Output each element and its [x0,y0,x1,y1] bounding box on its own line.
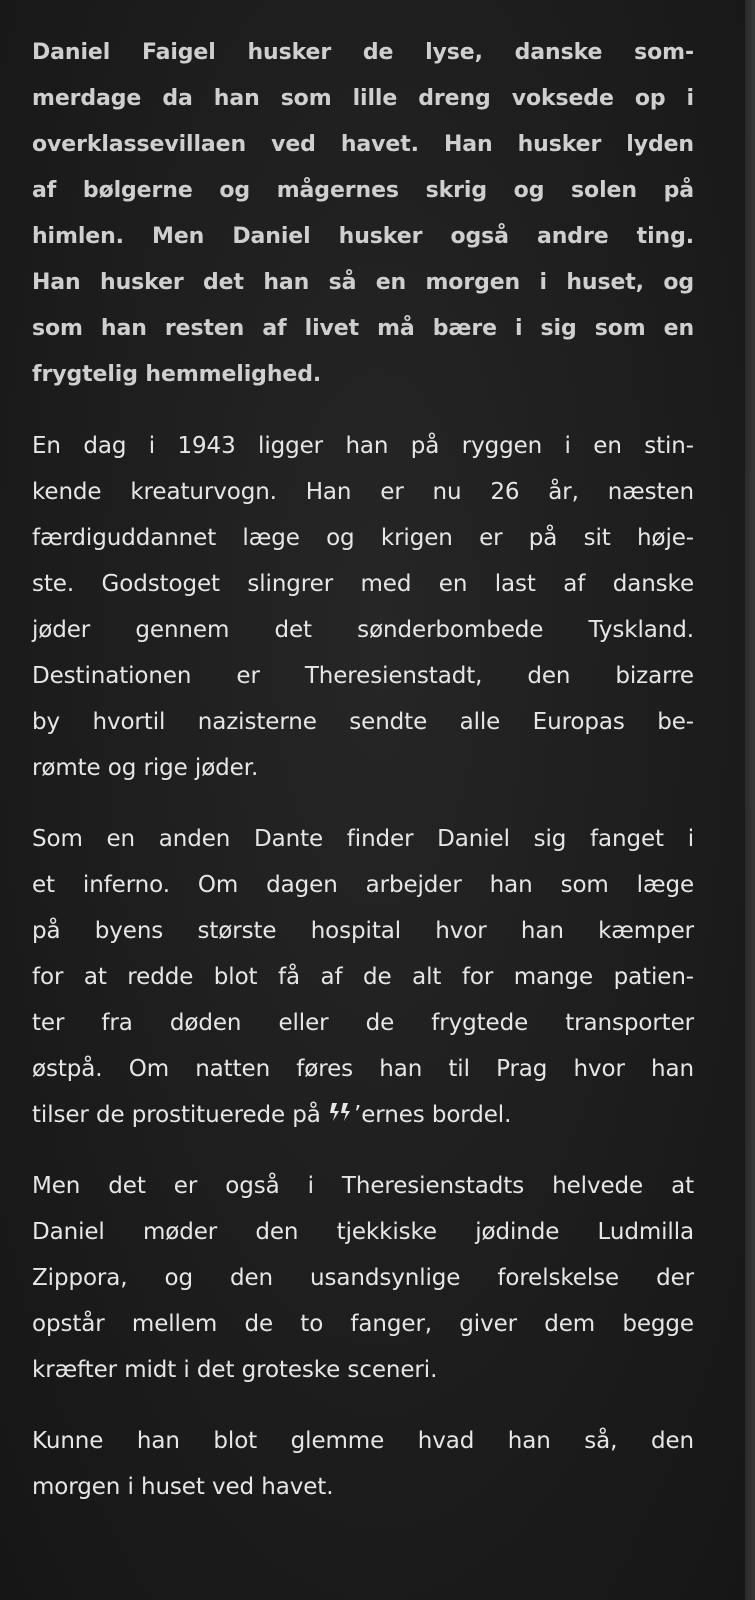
text-line: Kunne han blot glemme hvad han så, den [32,1428,694,1454]
blurb-paragraph-3 [32,816,694,1138]
text-line: på byens største hospital hvor han kæmper [32,918,694,944]
text-line: kræfter midt i det groteske sceneri. [32,1357,438,1383]
text-line [32,1092,694,1138]
text-line: Destinationen er Theresienstadt, den bizarre [32,663,694,689]
text-line: Han husker det han så en morgen i huset, og [32,270,694,295]
text-line: for at redde blot få af de alt for mange patien- [32,964,694,990]
text-line: himlen. Men Daniel husker også andre ting. [32,224,694,249]
text-line: Zippora, og den usandsynlige forelskelse der [32,1265,694,1291]
text-line: færdiguddannet læge og krigen er på sit høje- [32,525,694,551]
ss-runes-icon [328,1102,354,1122]
text-line: Daniel møder den tjekkiske jødinde Ludmilla [32,1219,694,1245]
text-line: rømte og rige jøder. [32,755,259,781]
text-line: morgen i huset ved havet. [32,1474,334,1500]
text-line: En dag i 1943 ligger han på ryggen i en stin- [32,433,694,459]
text-line: af bølgerne og mågernes skrig og solen på [32,178,694,203]
text-line: by hvortil nazisterne sendte alle Europas be- [32,709,694,735]
text-fragment: ’ernes bordel. [354,1102,512,1128]
text-line: Som en anden Dante finder Daniel sig fanget i [32,826,694,852]
text-line: jøder gennem det sønderbombede Tyskland. [32,617,694,643]
text-line: opstår mellem de to fanger, giver dem begge [32,1311,694,1337]
text-line: østpå. Om natten føres han til Prag hvor han [32,1056,694,1082]
text-line: Daniel Faigel husker de lyse, danske som- [32,40,694,65]
text-line: merdage da han som lille dreng voksede op i [32,86,694,111]
blurb-paragraph-4 [32,1163,694,1393]
text-line: ter fra døden eller de frygtede transporter [32,1010,694,1036]
cover-edge [745,0,755,1600]
blurb-paragraph-1 [32,30,694,398]
text-line: et inferno. Om dagen arbejder han som læge [32,872,694,898]
text-line: Men det er også i Theresienstadts helvede at [32,1173,694,1199]
text-line: frygtelig hemmelighed. [32,362,322,387]
text-line: overklassevillaen ved havet. Han husker lyden [32,132,694,157]
blurb-paragraph-5 [32,1418,694,1510]
text-line: ste. Godstoget slingrer med en last af danske [32,571,694,597]
text-line: kende kreaturvogn. Han er nu 26 år, næsten [32,479,694,505]
blurb-paragraph-2 [32,423,694,791]
blurb-text [32,30,694,1535]
text-line: som han resten af livet må bære i sig som en [32,316,694,341]
text-fragment: tilser de prostituerede på [32,1102,328,1128]
